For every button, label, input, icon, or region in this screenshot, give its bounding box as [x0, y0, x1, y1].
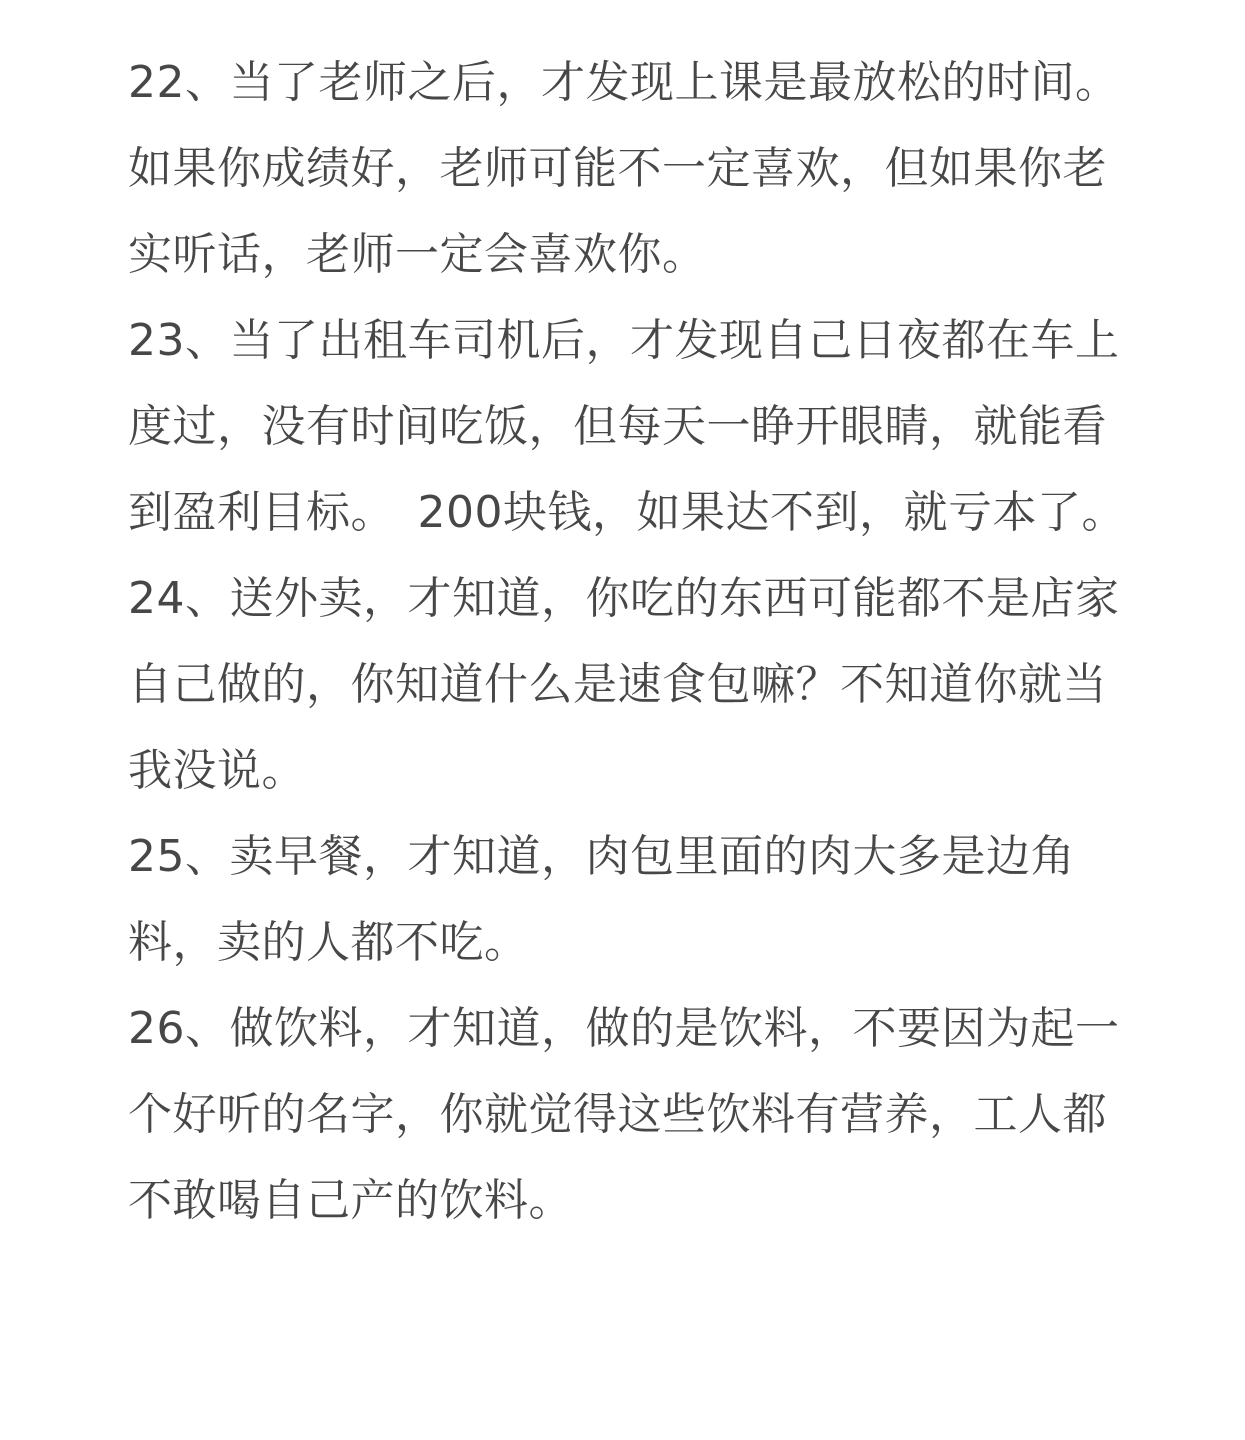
paragraph-22: 22、当了老师之后，才发现上课是最放松的时间。如果你成绩好，老师可能不一定喜欢，但如果你老实听话，老师一定会喜欢你。	[128, 57, 1120, 280]
article-body	[128, 40, 1138, 1244]
paragraph-26: 26、做饮料，才知道，做的是饮料，不要因为起一个好听的名字，你就觉得这些饮料有营养，工人都不敢喝自己产的饮料。	[128, 1003, 1120, 1226]
paragraph-23: 23、当了出租车司机后，才发现自己日夜都在车上度过，没有时间吃饭，但每天一睁开眼睛，就能看到盈利目标。 200块钱，如果达不到，就亏本了。	[128, 315, 1126, 538]
paragraph-25: 25、卖早餐，才知道，肉包里面的肉大多是边角料，卖的人都不吃。	[128, 831, 1075, 968]
paragraph-24: 24、送外卖，才知道，你吃的东西可能都不是店家自己做的，你知道什么是速食包嘛？不知道你就当我没说。	[128, 573, 1120, 796]
